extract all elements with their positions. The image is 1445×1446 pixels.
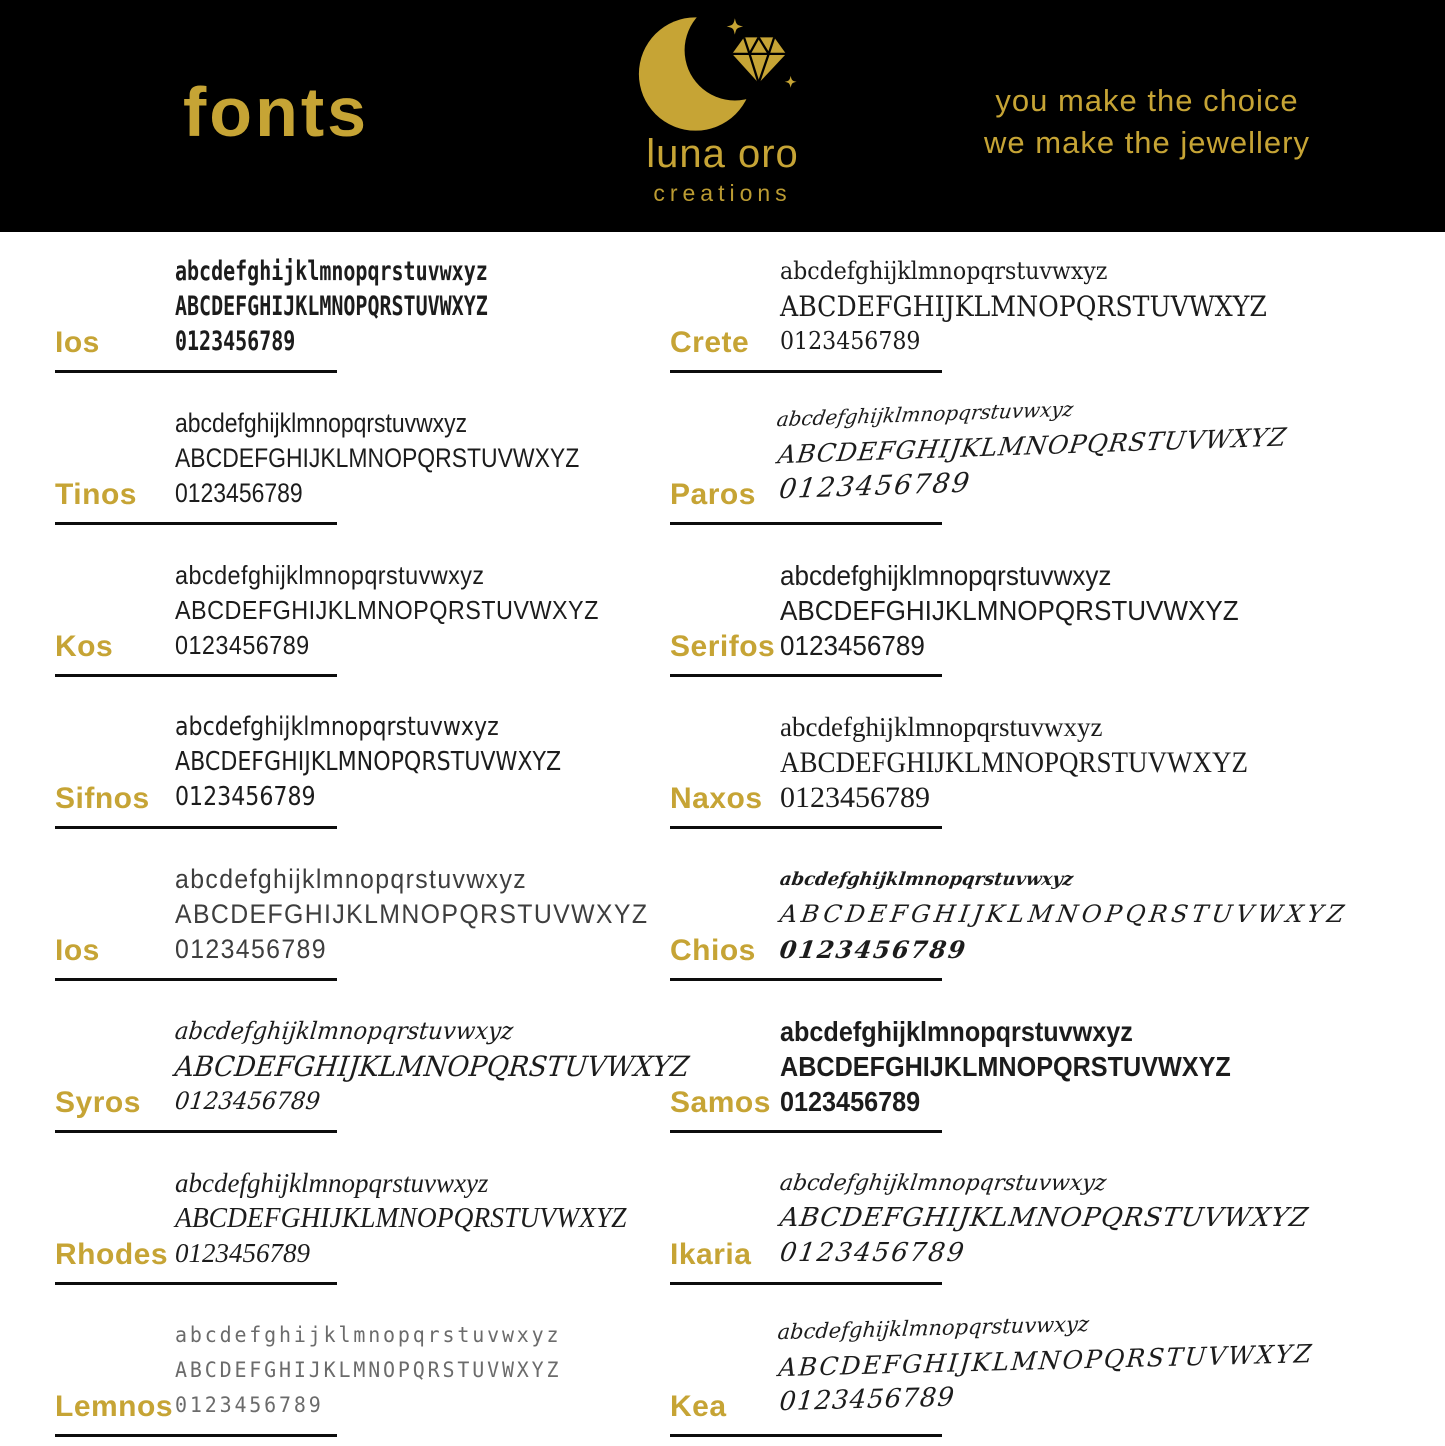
font-column-left: [55, 230, 691, 1446]
font-name-label: Chios: [670, 934, 756, 967]
sample-underline: [55, 1130, 337, 1134]
font-sample-lines: [55, 534, 665, 663]
sample-digits: 0123456789: [780, 781, 930, 814]
brand-name: luna oro: [646, 132, 799, 176]
font-name-label: Rhodes: [55, 1238, 169, 1271]
sample-underline: [670, 522, 942, 526]
font-name-label: Paros: [670, 478, 756, 511]
font-name-label: Ikaria: [670, 1238, 752, 1271]
sample-digits: 0123456789: [780, 630, 925, 661]
font-sample-lines: [667, 1274, 1445, 1423]
sample-lowercase: abcdefghijklmnopqrstuvwxyz: [778, 1171, 1108, 1196]
sample-digits: 0123456789: [780, 327, 921, 355]
sample-lowercase: abcdefghijklmnopqrstuvwxyz: [780, 712, 1103, 742]
sample-uppercase: ABCDEFGHIJKLMNOPQRSTUVWXYZ: [780, 290, 1267, 323]
sample-underline: [55, 522, 337, 526]
sample-uppercase: ABCDEFGHIJKLMNOPQRSTUVWXYZ: [780, 746, 1249, 779]
sample-uppercase: ABCDEFGHIJKLMNOPQRSTUVWXYZ: [780, 595, 1239, 626]
sample-uppercase: ABCDEFGHIJKLMNOPQRSTUVWXYZ: [777, 1203, 1311, 1233]
font-sample-row: [670, 990, 1445, 1142]
sample-digits: 0123456789: [175, 326, 296, 357]
font-name-label: Serifos: [670, 630, 776, 663]
sample-lowercase: abcdefghijklmnopqrstuvwxyz: [175, 864, 528, 894]
sample-underline: [670, 1282, 942, 1286]
font-sample-lines: [55, 838, 665, 967]
font-sample-row: [670, 686, 1445, 838]
font-sample-lines: [670, 230, 1445, 359]
tagline-line-1: you make the choice: [995, 83, 1299, 118]
sample-lowercase: abcdefghijklmnopqrstuvwxyz: [780, 1016, 1133, 1047]
tagline-line-2: we make the jewellery: [984, 125, 1310, 160]
sample-digits: 0123456789: [777, 467, 974, 506]
sample-digits: 0123456789: [777, 1238, 968, 1268]
sample-uppercase: ABCDEFGHIJKLMNOPQRSTUVWXYZ: [175, 1358, 562, 1382]
font-name-label: Crete: [670, 326, 750, 359]
sample-uppercase: ABCDEFGHIJKLMNOPQRSTUVWXYZ: [777, 1339, 1315, 1383]
sample-digits: 0123456789: [175, 782, 316, 812]
font-name-label: Ios: [55, 326, 100, 359]
tagline: [984, 80, 1310, 164]
sample-uppercase: ABCDEFGHIJKLMNOPQRSTUVWXYZ: [175, 443, 580, 473]
sample-digits: 0123456789: [778, 1382, 957, 1418]
sample-underline: [670, 1434, 942, 1438]
sample-digits: 0123456789: [175, 1238, 310, 1268]
sample-uppercase: ABCDEFGHIJKLMNOPQRSTUVWXYZ: [175, 747, 562, 777]
font-name-label: Lemnos: [55, 1390, 174, 1423]
sample-uppercase: ABCDEFGHIJKLMNOPQRSTUVWXYZ: [780, 1051, 1231, 1082]
sample-digits: 0123456789: [175, 1393, 324, 1417]
font-sample-row: [55, 1142, 665, 1294]
font-sample-row: [55, 990, 691, 1142]
sample-lowercase: abcdefghijklmnopqrstuvwxyz: [780, 257, 1108, 285]
sample-underline: [670, 826, 942, 830]
sample-uppercase: ABCDEFGHIJKLMNOPQRSTUVWXYZ: [175, 1202, 627, 1234]
sample-digits: 0123456789: [175, 478, 303, 508]
sample-underline: [670, 370, 942, 374]
sample-digits: 0123456789: [175, 934, 327, 964]
sample-uppercase: ABCDEFGHIJKLMNOPQRSTUVWXYZ: [175, 291, 488, 322]
sample-underline: [670, 978, 942, 982]
sample-uppercase: ABCDEFGHIJKLMNOPQRSTUVWXYZ: [175, 595, 599, 625]
sample-underline: [55, 370, 337, 374]
sample-lowercase: abcdefghijklmnopqrstuvwxyz: [778, 869, 1075, 890]
font-name-label: Sifnos: [55, 782, 150, 815]
crescent-moon-diamond-icon: [634, 10, 812, 138]
font-sample-row: [55, 838, 665, 990]
sample-underline: [670, 1130, 942, 1134]
sample-digits: 0123456789: [175, 630, 310, 660]
font-sample-lines: [670, 1142, 1445, 1271]
font-sample-row: [55, 230, 665, 382]
font-name-label: Tinos: [55, 478, 137, 511]
sample-digits: 0123456789: [780, 1086, 921, 1117]
sample-lowercase: abcdefghijklmnopqrstuvwxyz: [175, 1323, 562, 1347]
font-sample-row: [55, 534, 665, 686]
sample-uppercase: ABCDEFGHIJKLMNOPQRSTUVWXYZ: [778, 900, 1350, 928]
font-sample-row: [670, 1142, 1445, 1294]
font-sample-row: [55, 1294, 665, 1446]
font-sample-row: [670, 838, 1445, 990]
font-name-label: Kea: [670, 1390, 727, 1423]
sample-underline: [55, 978, 337, 982]
font-sample-lines: [670, 990, 1445, 1119]
font-sample-lines: [55, 990, 691, 1119]
page-title: fonts: [183, 73, 370, 151]
font-sample-row: [670, 1294, 1445, 1446]
sample-lowercase: abcdefghijklmnopqrstuvwxyz: [175, 712, 499, 742]
sample-underline: [55, 674, 337, 678]
font-name-label: Kos: [55, 630, 114, 663]
font-sample-lines: [55, 382, 665, 511]
brand-subtitle: creations: [653, 180, 792, 206]
sample-underline: [670, 674, 942, 678]
header-banner: [0, 0, 1445, 232]
font-sample-lines: [670, 838, 1445, 967]
sample-uppercase: ABCDEFGHIJKLMNOPQRSTUVWXYZ: [175, 899, 649, 929]
font-name-label: Ios: [55, 934, 100, 967]
font-sample-lines: [55, 230, 665, 359]
sample-digits: 0123456789: [173, 1087, 322, 1115]
font-sample-lines: [670, 686, 1445, 815]
sample-lowercase: abcdefghijklmnopqrstuvwxyz: [173, 1017, 515, 1045]
font-sample-row: [55, 686, 665, 838]
font-sample-lines: [665, 355, 1444, 511]
sample-lowercase: abcdefghijklmnopqrstuvwxyz: [775, 396, 1076, 432]
sample-lowercase: abcdefghijklmnopqrstuvwxyz: [776, 1311, 1090, 1345]
sample-uppercase: ABCDEFGHIJKLMNOPQRSTUVWXYZ: [173, 1050, 691, 1083]
font-name-label: Syros: [55, 1086, 141, 1119]
sample-underline: [55, 826, 337, 830]
brand-logo: [634, 10, 812, 205]
font-sample-row: [55, 382, 665, 534]
sample-underline: [55, 1282, 337, 1286]
sample-lowercase: abcdefghijklmnopqrstuvwxyz: [175, 1168, 489, 1198]
sample-lowercase: abcdefghijklmnopqrstuvwxyz: [780, 560, 1112, 591]
sample-lowercase: abcdefghijklmnopqrstuvwxyz: [175, 408, 468, 438]
font-sample-row: [670, 382, 1445, 534]
sample-underline: [55, 1434, 337, 1438]
sample-lowercase: abcdefghijklmnopqrstuvwxyz: [175, 256, 488, 287]
font-sample-row: [670, 534, 1445, 686]
sample-lowercase: abcdefghijklmnopqrstuvwxyz: [175, 560, 485, 590]
font-sample-lines: [670, 534, 1445, 663]
sample-uppercase: ABCDEFGHIJKLMNOPQRSTUVWXYZ: [776, 422, 1289, 470]
font-name-label: Naxos: [670, 782, 763, 815]
font-name-label: Samos: [670, 1086, 771, 1119]
font-column-right: [670, 230, 1445, 1446]
sample-digits: 0123456789: [777, 935, 970, 964]
